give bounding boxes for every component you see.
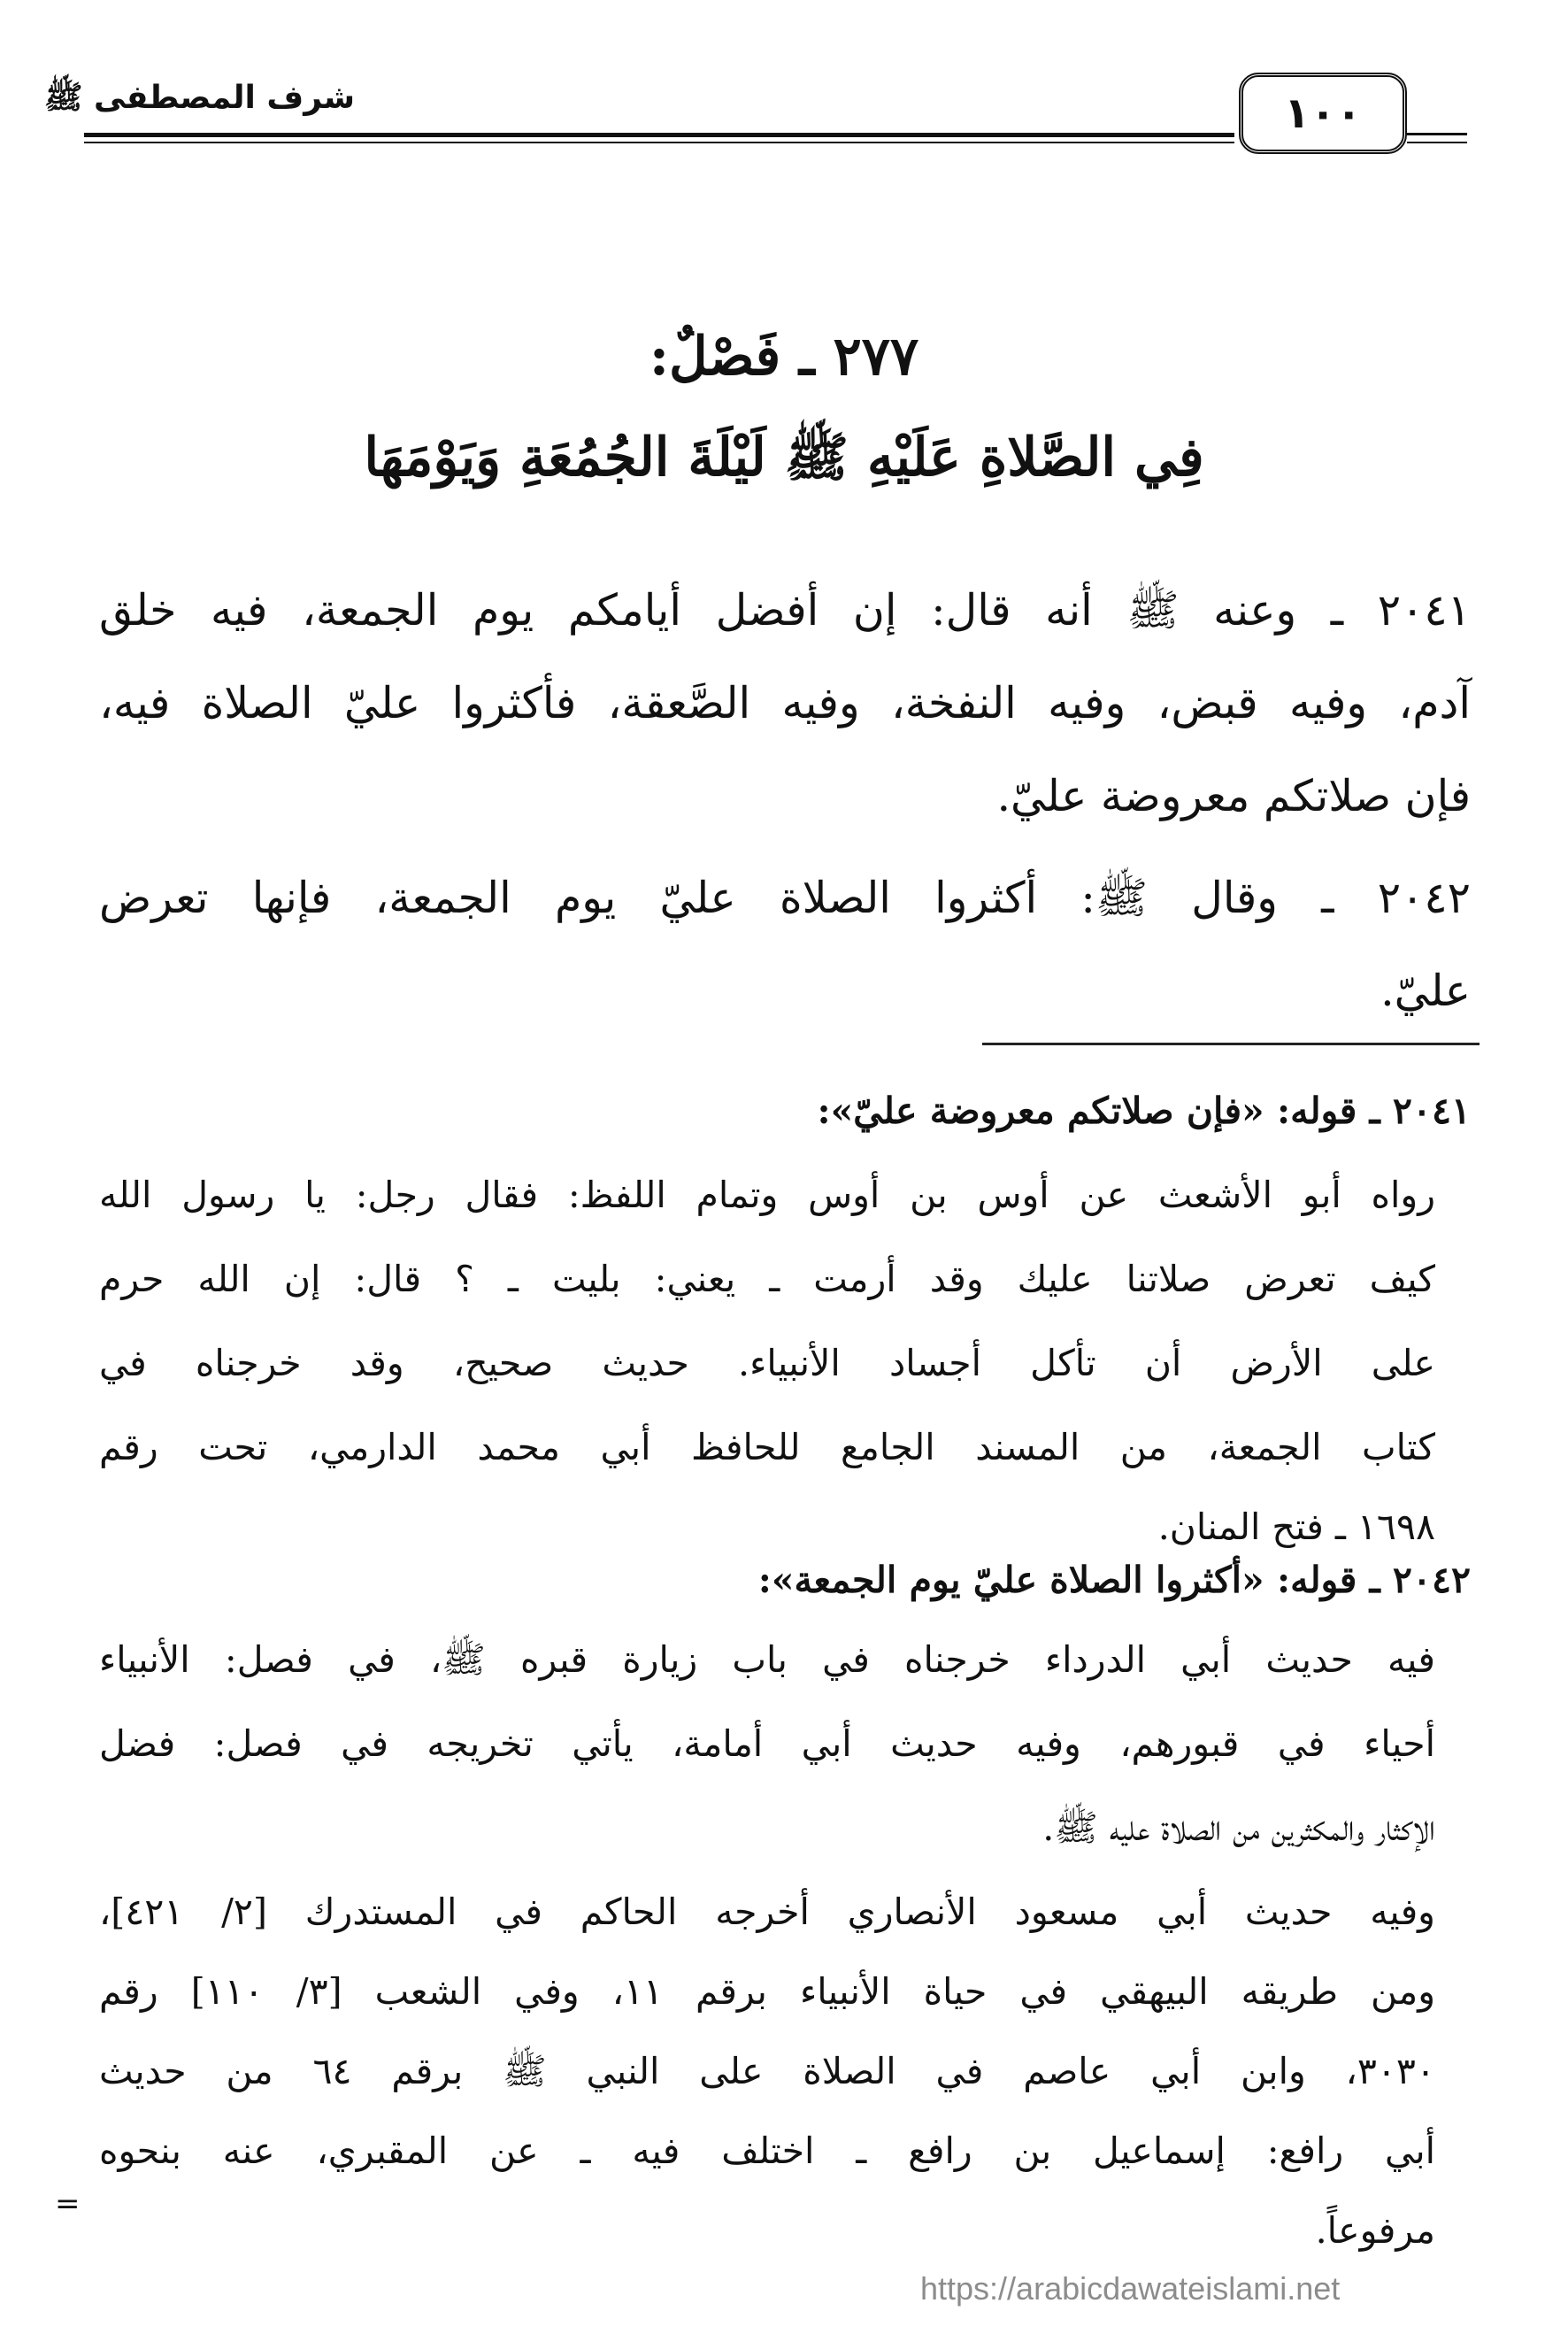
commentary-line: أحياء في قبورهم، وفيه حديث أبي أمامة، يأتي تخريجه في فصل: فضل [99,1722,1435,1765]
commentary-line: أبي رافع: إسماعيل بن رافع ـ اختلف فيه ـ عن المقبري، عنه بنحوه [99,2130,1435,2172]
commentary-line: فيه حديث أبي الدرداء خرجناه في باب زيارة قبره ﷺ، في فصل: الأنبياء [99,1638,1435,1681]
commentary-heading: ٢٠٤٢ ـ قوله: «أكثروا الصلاة عليّ يوم الجمعة»: [757,1559,1471,1601]
commentary-line: الإكثار والمكثرين من الصلاة عليه ﷺ. [1042,1806,1435,1849]
hadith-line: ٢٠٤٢ ـ وقال ﷺ: أكثروا الصلاة عليّ يوم الجمعة، فإنها تعرض [99,873,1471,923]
header-rule-top [84,133,1234,137]
hadith-line: فإن صلاتكم معروضة عليّ. [996,771,1471,821]
header-rule-bottom [84,142,1234,143]
commentary-line: رواه أبو الأشعث عن أوس بن أوس وتمام اللفظ: فقال رجل: يا رسول الله [99,1174,1435,1216]
commentary-line: على الأرض أن تأكل أجساد الأنبياء. حديث صحيح، وقد خرجناه في [99,1342,1435,1384]
hadith-line: عليّ. [1380,966,1471,1016]
section-heading: ٢٧٧ ـ فَصْلٌ: [649,326,919,388]
commentary-line: ١٦٩٨ ـ فتح المنان. [1157,1506,1435,1548]
commentary-line: ومن طريقه البيهقي في حياة الأنبياء برقم ١١، وفي الشعب [٣/ ١١٠] رقم [99,1970,1435,2013]
commentary-heading: ٢٠٤١ ـ قوله: «فإن صلاتكم معروضة عليّ»: [817,1090,1471,1132]
book-title: شرف المصطفى ﷺ [44,80,356,116]
watermark-url: https://arabicdawateislami.net [920,2270,1341,2307]
commentary-line: كيف تعرض صلاتنا عليك وقد أرمت ـ يعني: بليت ـ ؟ قال: إن الله حرم [99,1258,1435,1300]
commentary-line: مرفوعاً. [1315,2209,1435,2252]
commentary-line: كتاب الجمعة، من المسند الجامع للحافظ أبي محمد الدارمي، تحت رقم [99,1426,1435,1468]
section-subheading: فِي الصَّلاةِ عَلَيْهِ ﷺ لَيْلَةَ الجُمُعَةِ وَيَوْمَهَا [364,427,1204,489]
page-number [1239,73,1407,154]
commentary-line: وفيه حديث أبي مسعود الأنصاري أخرجه الحاكم في المستدرك [٢/ ٤٢١]، [99,1891,1435,1933]
page-number-rule-bottom [1407,142,1467,143]
footnote-separator [982,1043,1480,1045]
page-number-text: ١٠٠ [1284,89,1362,138]
hadith-line: آدم، وفيه قبض، وفيه النفخة، وفيه الصَّعقة، فأكثروا عليّ الصلاة فيه، [99,678,1471,728]
hadith-line: ٢٠٤١ ـ وعنه ﷺ أنه قال: إن أفضل أيامكم يوم الجمعة، فيه خلق [99,585,1471,635]
commentary-line: ٣٠٣٠، وابن أبي عاصم في الصلاة على النبي ﷺ برقم ٦٤ من حديث [99,2050,1435,2092]
page-number-rule-top [1407,133,1467,135]
footnote-continuation-marker: = [55,2186,81,2222]
